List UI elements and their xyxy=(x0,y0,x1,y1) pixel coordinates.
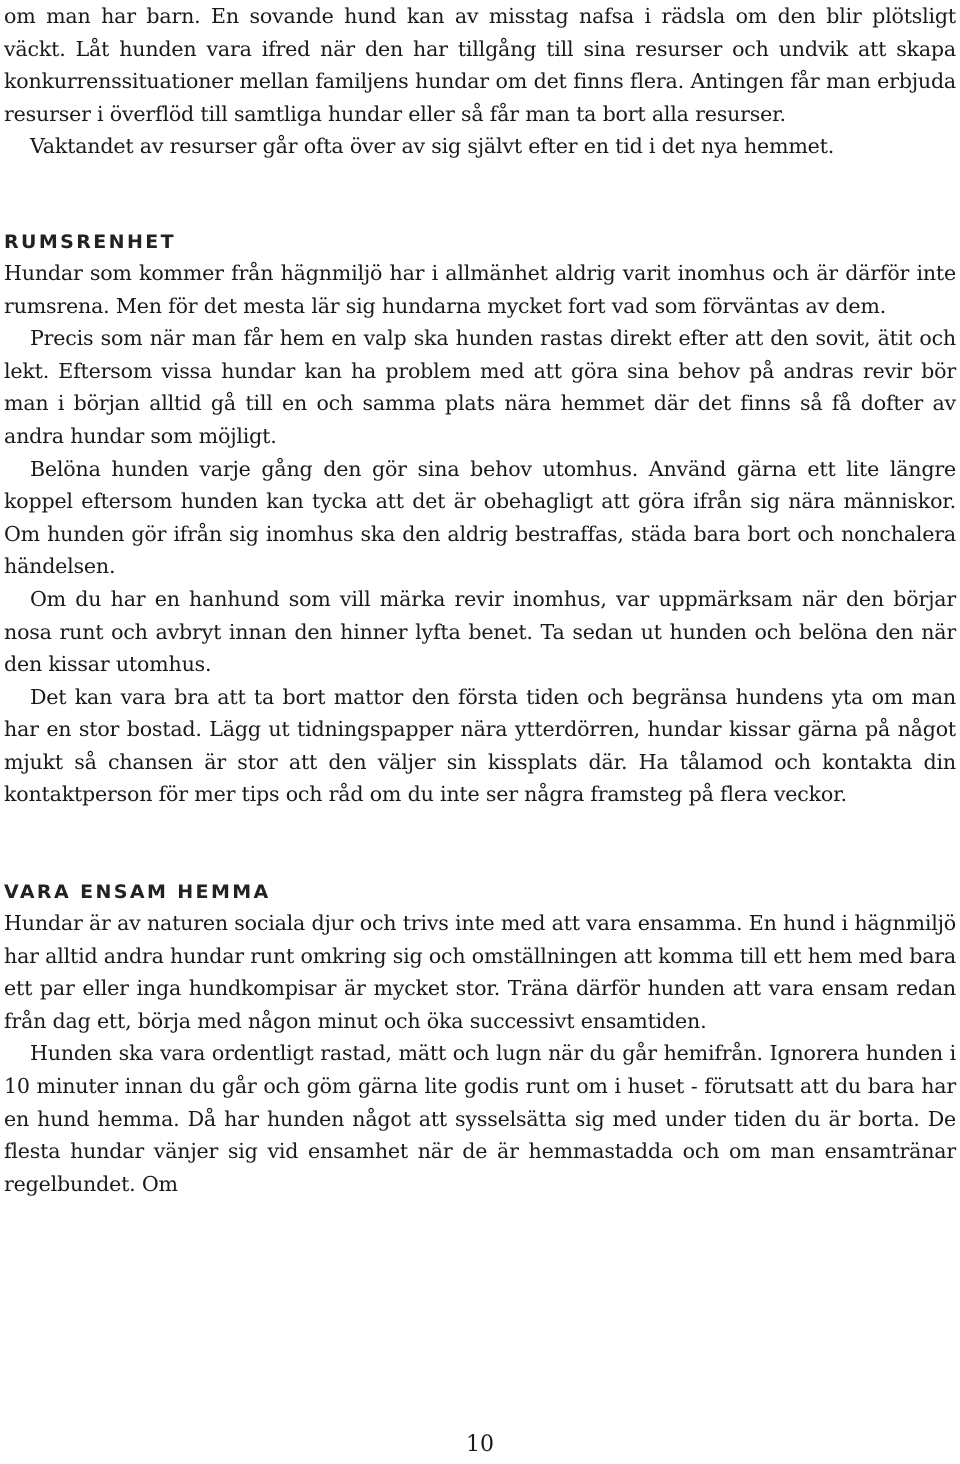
rumsrenhet-paragraph-2: Precis som när man får hem en valp ska hunden rastas direkt efter att den sovit, ätit och lekt. Eftersom vissa hundar kan ha problem med att göra sina behov på andras revir bör man i början alltid gå till en och samma plats nära hemmet där det finns så få dofter av andra hundar som möjligt. xyxy=(4,326,956,448)
section-heading-vara-ensam-hemma: VARA ENSAM HEMMA xyxy=(4,881,271,904)
rumsrenhet-paragraph-3: Belöna hunden varje gång den gör sina behov utomhus. Använd gärna ett lite längre koppel eftersom hunden kan tycka att det är obehagligt att göra ifrån sig nära människor. Om hunden gör ifrån sig inomhus ska den aldrig bestraffas, städa bara bort och nonchalera händelsen. xyxy=(4,456,956,579)
vara-ensam-paragraph-1: Hundar är av naturen sociala djur och trivs inte med att vara ensamma. En hund i hägnmiljö har alltid andra hundar runt omkring sig och omställningen att komma till ett hem med bara ett par eller inga hundkompisar är mycket stor. Träna därför hunden att vara ensam redan från dag ett, börja med någon minut och öka successivt ensamtiden. xyxy=(4,911,956,1033)
rumsrenhet-paragraph-4: Om du har en hanhund som vill märka revir inomhus, var uppmärksam när den börjar nosa runt och avbryt innan den hinner lyfta benet. Ta sedan ut hunden och belöna den när den kissar utomhus. xyxy=(4,586,956,677)
rumsrenhet-paragraph-1: Hundar som kommer från hägnmiljö har i allmänhet aldrig varit inomhus och är därför inte rumsrena. Men för det mesta lär sig hundarna mycket fort vad som förväntas av dem. xyxy=(4,260,956,318)
section-heading-rumsrenhet: RUMSRENHET xyxy=(4,230,177,253)
vara-ensam-paragraph-2: Hunden ska vara ordentligt rastad, mätt och lugn när du går hemifrån. Ignorera hunden i 10 minuter innan du går och göm gärna lite godis runt om i huset - förutsatt att du bara har en hund hemma. Då har hunden något att sysselsätta sig med under tiden du är borta. De flesta hundar vänjer sig vid ensamhet när de är hemmastadda och om man ensamtränar regelbundet. Om xyxy=(4,1041,956,1196)
section-rumsrenhet xyxy=(4,227,956,811)
section-vara-ensam-hemma xyxy=(4,877,956,1200)
intro-section xyxy=(4,0,956,163)
intro-paragraph-2: Vaktandet av resurser går ofta över av sig självt efter en tid i det nya hemmet. xyxy=(30,134,835,159)
intro-paragraph-1: om man har barn. En sovande hund kan av misstag nafsa i rädsla om den blir plötsligt väckt. Låt hunden vara ifred när den har tillgång till sina resurser och undvik att skapa konkurrenssituationer mellan familjens hundar om det finns flera. Antingen får man erbjuda resurser i överflöd till samtliga hundar eller så får man ta bort alla resurser. xyxy=(4,4,956,126)
document-page xyxy=(4,0,956,1200)
rumsrenhet-paragraph-5: Det kan vara bra att ta bort mattor den första tiden och begränsa hundens yta om man har en stor bostad. Lägg ut tidningspapper nära ytterdörren, hundar kissar gärna på något mjukt så chansen är stor att den väljer sin kissplats där. Ha tålamod och kontakta din kontaktperson för mer tips och råd om du inte ser några framsteg på flera veckor. xyxy=(4,684,956,807)
page-number: 10 xyxy=(466,1432,494,1457)
